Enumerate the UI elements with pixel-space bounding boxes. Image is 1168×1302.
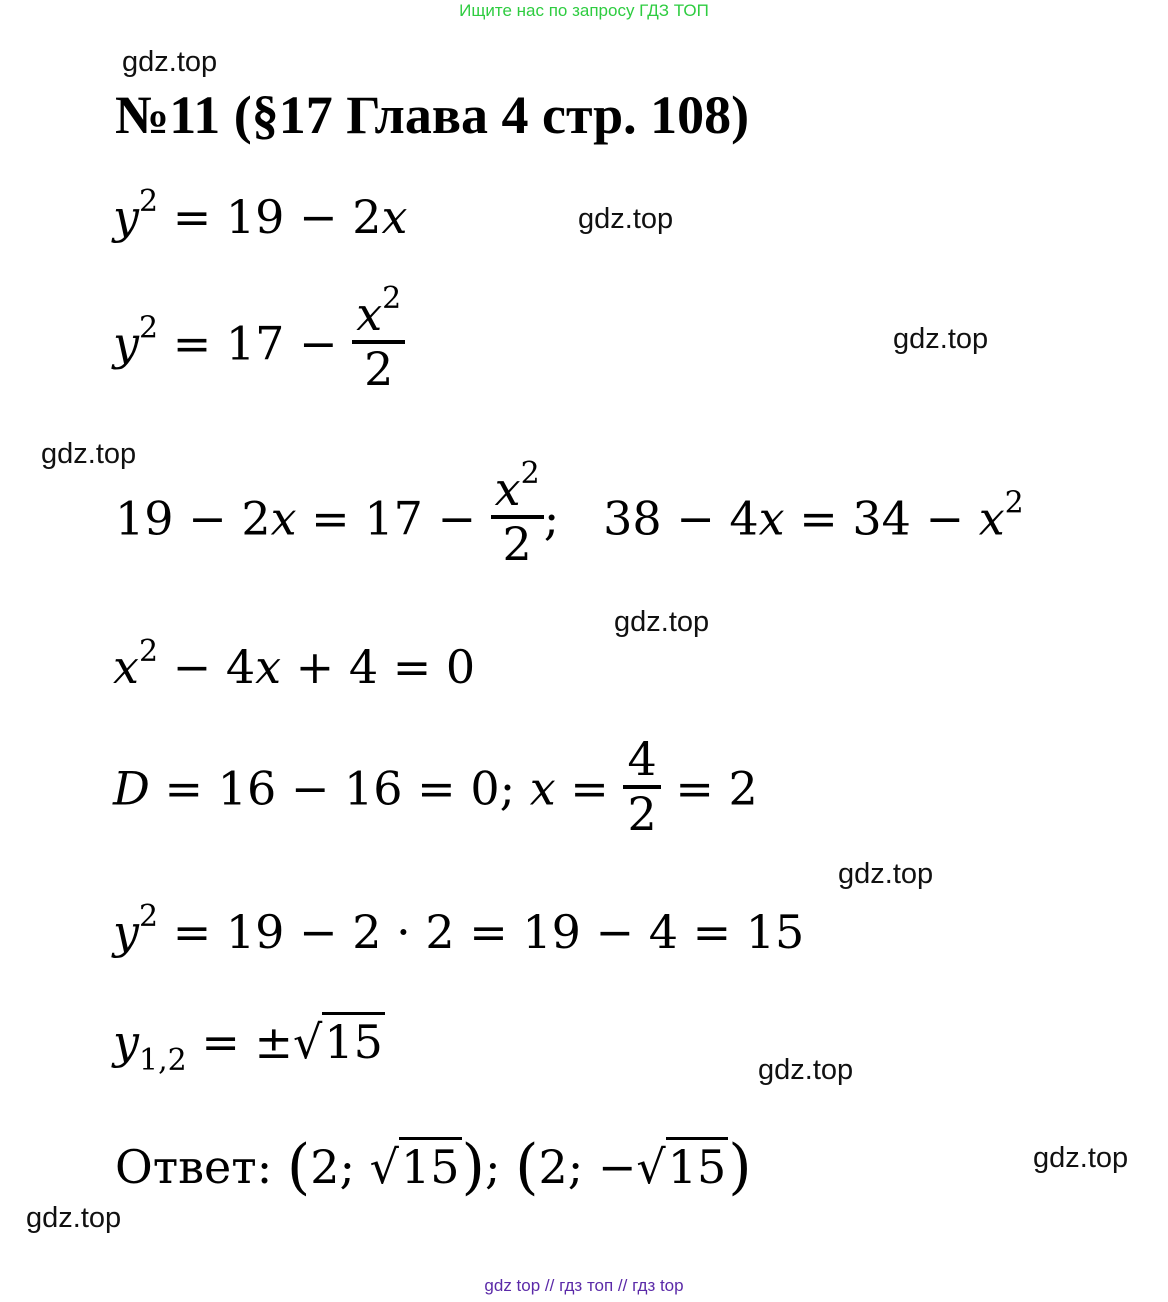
equation-6: $y^2 = 19 - 2 \cdot 2 = 19 - 4 = 15$	[113, 899, 805, 959]
answer-label: Ответ:	[115, 1140, 273, 1194]
watermark: gdz.top	[893, 323, 989, 355]
watermark: gdz.top	[838, 858, 934, 890]
equation-7: $y_{1,2} = \pm√15$	[113, 1015, 385, 1069]
watermark: gdz.top	[1033, 1142, 1129, 1174]
watermark: gdz.top	[41, 438, 137, 470]
equation-1: $y^2 = 19 - 2x$	[113, 184, 408, 244]
equation-3: 19 − 2x = 17 − $\frac{x^2}{2}$ ; $38 - 4x = 34 - x^2$	[115, 456, 1024, 571]
watermark: gdz.top	[578, 203, 674, 235]
watermark: gdz.top	[26, 1202, 122, 1234]
search-banner[interactable]: Ищите нас по запросу ГДЗ ТОП	[459, 1, 709, 20]
equation-4: $x^2 - 4x + 4 = 0$	[113, 634, 476, 694]
watermark: gdz.top	[758, 1054, 854, 1086]
answer-line: Ответ: (2; √15); (2; −√15)	[115, 1132, 752, 1202]
page-title: №11 (§17 Глава 4 стр. 108)	[115, 85, 750, 145]
footer-links[interactable]: gdz top // гдз топ // гдз top	[484, 1276, 684, 1295]
equation-2: $y^2 = 17$ − $\frac{x^2}{2}$	[113, 295, 405, 400]
watermark: gdz.top	[614, 606, 710, 638]
watermark: gdz.top	[122, 46, 218, 78]
equation-5: D = 16 − 16 = 0; x = $\frac{4}{2}$ = 2	[113, 732, 758, 841]
